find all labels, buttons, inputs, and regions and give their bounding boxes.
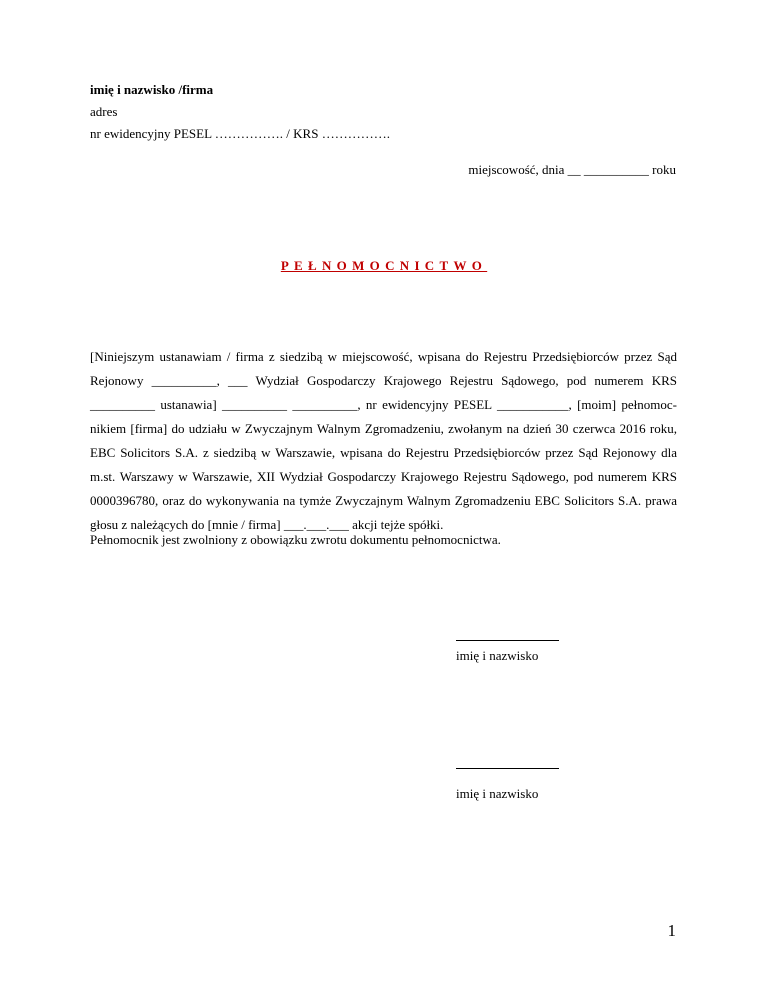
header-ids-line: nr ewidencyjny PESEL ……………. / KRS ……………. <box>90 126 390 141</box>
body-paragraph-return-clause: Pełnomocnik jest zwolniony z obowiązku zwrotu dokumentu pełnomocnictwa. <box>90 532 501 547</box>
body-paragraph-main: [Niniejszym ustanawiam / firma z siedzibą w miejscowość, wpisana do Rejestru Przedsiębiorców przez Sąd Rejonowy __________, ___ Wydział Gospodarczy Krajowego Rejestru Sądowego, pod numerem KRS __________ ustanawia] __________ __________, nr ewidencyjny PESEL ___________, [moim] pełnomoc-nikiem [firma] do udziału w Zwyczajnym Walnym Zgromadzeniu, zwołanym na dzień 30 czerwca 2016 roku, EBC Solicitors S.A. z siedzibą w Warszawie, wpisana do Rejestru Przedsiębiorców przez Sąd Rejonowy dla m.st. Warszawy w Warszawie, XII Wydział Gospodarczy Krajowego Rejestru Sądowego, pod numerem KRS 0000396780, oraz do wykonywania na tymże Zwyczajnym Walnym Zgromadzeniu EBC Solicitors S.A. prawa głosu z należących do [mnie / firma] ___.___.___ akcji tejże spółki. <box>90 349 677 532</box>
signature-label-2: imię i nazwisko <box>456 786 539 801</box>
page-number: 1 <box>667 921 676 940</box>
header-name-label: imię i nazwisko /firma <box>90 82 214 97</box>
signature-line-2 <box>456 768 559 769</box>
header-address-label: adres <box>90 104 118 119</box>
signature-line-1 <box>456 640 559 641</box>
document-title: PEŁNOMOCNICTWO <box>280 258 488 273</box>
signature-label-1: imię i nazwisko <box>456 648 539 663</box>
place-date-line: miejscowość, dnia __ __________ roku <box>468 162 676 177</box>
